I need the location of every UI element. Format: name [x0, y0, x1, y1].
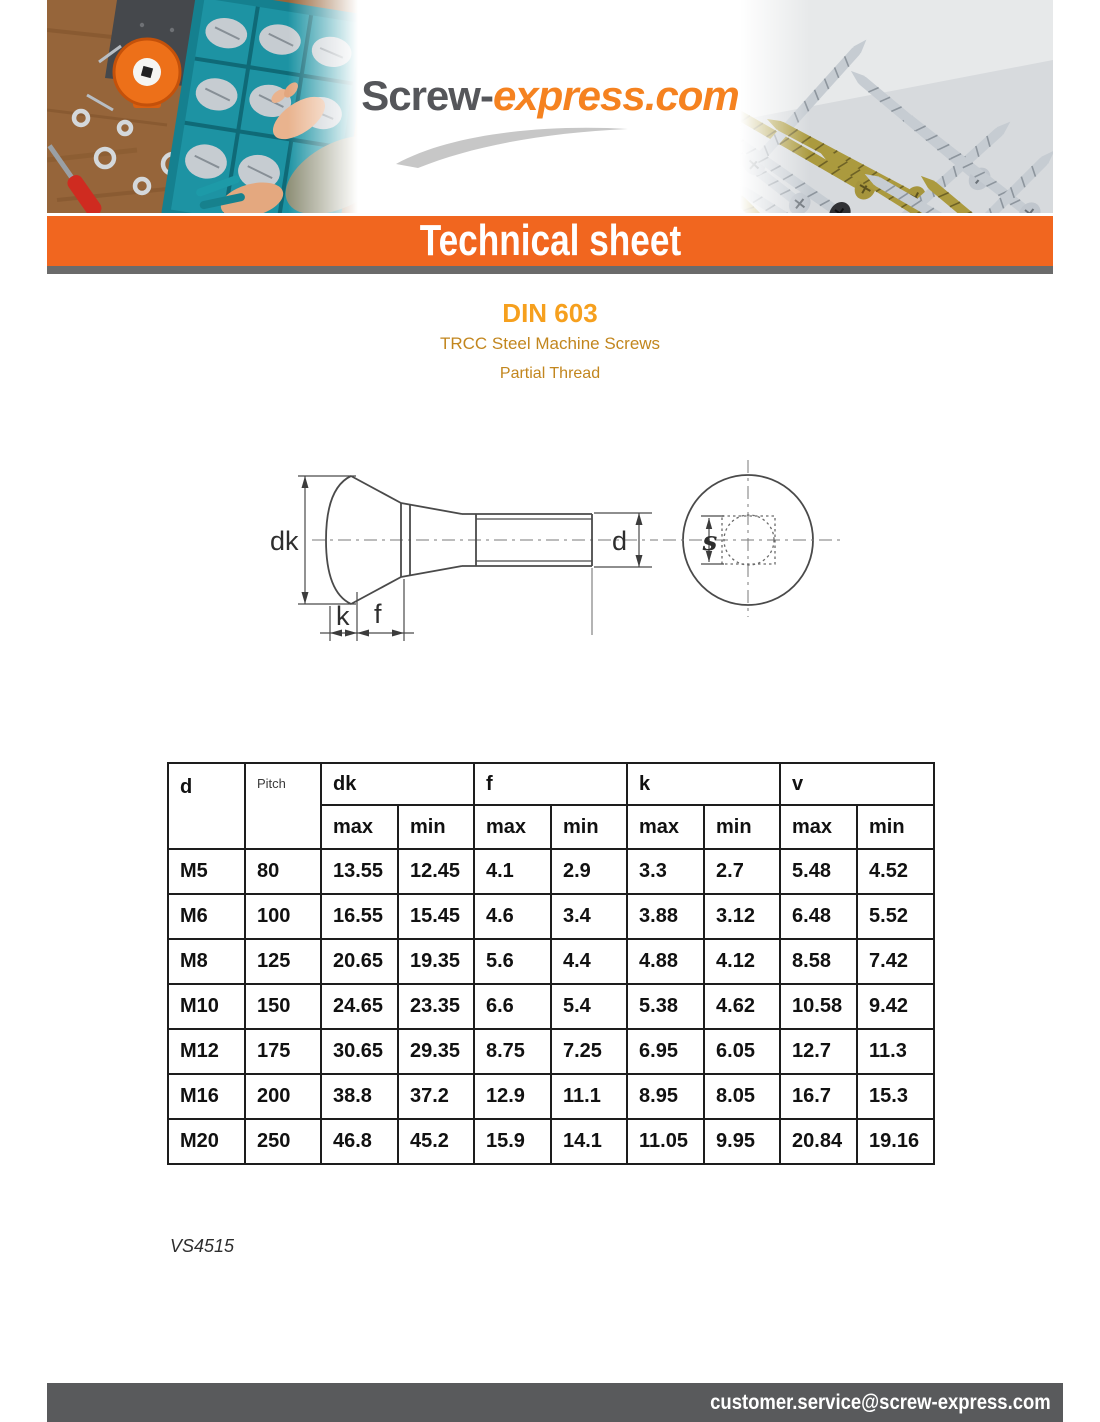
value-cell: 200 — [245, 1074, 321, 1119]
size-cell: M12 — [168, 1029, 245, 1074]
value-cell: 5.6 — [474, 939, 551, 984]
value-cell: 45.2 — [398, 1119, 474, 1164]
col-header-dk: dk — [321, 763, 474, 805]
col-header-pitch: Pitch — [245, 763, 321, 849]
value-cell: 12.9 — [474, 1074, 551, 1119]
value-cell: 23.35 — [398, 984, 474, 1029]
value-cell: 5.52 — [857, 894, 934, 939]
technical-sheet-banner — [47, 216, 1053, 266]
size-cell: M10 — [168, 984, 245, 1029]
dim-label-dk: dk — [270, 526, 299, 556]
table-row — [168, 894, 934, 939]
workbench-photo — [47, 0, 358, 213]
value-cell: 6.6 — [474, 984, 551, 1029]
value-cell: 29.35 — [398, 1029, 474, 1074]
value-cell: 12.7 — [780, 1029, 857, 1074]
value-cell: 175 — [245, 1029, 321, 1074]
value-cell: 11.1 — [551, 1074, 627, 1119]
value-cell: 38.8 — [321, 1074, 398, 1119]
subheader-max: max — [780, 805, 857, 849]
value-cell: 14.1 — [551, 1119, 627, 1164]
thread-subtitle: Partial Thread — [499, 365, 601, 382]
value-cell: 4.4 — [551, 939, 627, 984]
table-row — [168, 1074, 934, 1119]
subheader-max: max — [321, 805, 398, 849]
value-cell: 4.1 — [474, 849, 551, 894]
col-header-f: f — [474, 763, 627, 805]
subheader-max: max — [627, 805, 704, 849]
value-cell: 20.84 — [780, 1119, 857, 1164]
dim-label-k: k — [336, 601, 350, 631]
table-row — [168, 1029, 934, 1074]
value-cell: 6.48 — [780, 894, 857, 939]
brand-logo — [360, 72, 740, 120]
value-cell: 4.52 — [857, 849, 934, 894]
dim-label-f: f — [374, 599, 382, 629]
size-cell: M16 — [168, 1074, 245, 1119]
value-cell: 3.4 — [551, 894, 627, 939]
value-cell: 8.58 — [780, 939, 857, 984]
value-cell: 12.45 — [398, 849, 474, 894]
value-cell: 5.38 — [627, 984, 704, 1029]
banner-title: Technical sheet — [419, 216, 681, 265]
footer-email-link[interactable]: customer.service@screw-express.com — [710, 1390, 1051, 1414]
size-cell: M8 — [168, 939, 245, 984]
value-cell: 5.48 — [780, 849, 857, 894]
logo-swoosh-icon — [388, 118, 648, 170]
value-cell: 3.3 — [627, 849, 704, 894]
banner-underline — [47, 266, 1053, 274]
bolt-drawing-svg — [260, 445, 860, 665]
value-cell: 46.8 — [321, 1119, 398, 1164]
table-row — [168, 984, 934, 1029]
value-cell: 16.55 — [321, 894, 398, 939]
value-cell: 13.55 — [321, 849, 398, 894]
bolt-technical-drawing — [260, 445, 860, 665]
value-cell: 3.12 — [704, 894, 780, 939]
value-cell: 11.05 — [627, 1119, 704, 1164]
value-cell: 15.9 — [474, 1119, 551, 1164]
dim-label-d: d — [612, 526, 628, 556]
col-header-k: k — [627, 763, 780, 805]
subheader-min: min — [551, 805, 627, 849]
value-cell: 8.05 — [704, 1074, 780, 1119]
value-cell: 9.95 — [704, 1119, 780, 1164]
value-cell: 6.95 — [627, 1029, 704, 1074]
subheader-min: min — [857, 805, 934, 849]
spec-table — [167, 762, 935, 1165]
value-cell: 15.3 — [857, 1074, 934, 1119]
value-cell: 150 — [245, 984, 321, 1029]
brand-logo-secondary: express.com — [492, 72, 739, 119]
value-cell: 24.65 — [321, 984, 398, 1029]
value-cell: 7.25 — [551, 1029, 627, 1074]
size-cell: M5 — [168, 849, 245, 894]
value-cell: 7.42 — [857, 939, 934, 984]
value-cell: 9.42 — [857, 984, 934, 1029]
value-cell: 2.7 — [704, 849, 780, 894]
product-title: TRCC Steel Machine Screws — [439, 334, 661, 353]
col-header-v: v — [780, 763, 934, 805]
value-cell: 2.9 — [551, 849, 627, 894]
spec-table-container — [167, 762, 935, 1165]
document-code: VS4515 — [170, 1236, 235, 1256]
value-cell: 30.65 — [321, 1029, 398, 1074]
size-cell: M20 — [168, 1119, 245, 1164]
table-row — [168, 849, 934, 894]
value-cell: 37.2 — [398, 1074, 474, 1119]
brand-logo-primary: Screw- — [361, 72, 493, 119]
size-cell: M6 — [168, 894, 245, 939]
value-cell: 250 — [245, 1119, 321, 1164]
value-cell: 8.95 — [627, 1074, 704, 1119]
value-cell: 80 — [245, 849, 321, 894]
value-cell: 125 — [245, 939, 321, 984]
value-cell: 3.88 — [627, 894, 704, 939]
subheader-min: min — [704, 805, 780, 849]
value-cell: 4.62 — [704, 984, 780, 1029]
value-cell: 16.7 — [780, 1074, 857, 1119]
table-row — [168, 1119, 934, 1164]
photo-fade — [740, 0, 810, 213]
value-cell: 4.12 — [704, 939, 780, 984]
value-cell: 11.3 — [857, 1029, 934, 1074]
standard-title: DIN 603 — [502, 298, 598, 328]
value-cell: 19.16 — [857, 1119, 934, 1164]
table-row — [168, 939, 934, 984]
screws-pile-photo — [740, 0, 1053, 213]
value-cell: 4.6 — [474, 894, 551, 939]
subheader-min: min — [398, 805, 474, 849]
value-cell: 8.75 — [474, 1029, 551, 1074]
dim-label-s: s — [702, 527, 718, 557]
footer-bar — [47, 1383, 1063, 1422]
subheader-max: max — [474, 805, 551, 849]
value-cell: 20.65 — [321, 939, 398, 984]
photo-fade — [288, 0, 358, 213]
spec-table-body — [168, 849, 934, 1164]
col-header-d: d — [168, 763, 245, 849]
value-cell: 10.58 — [780, 984, 857, 1029]
value-cell: 100 — [245, 894, 321, 939]
value-cell: 6.05 — [704, 1029, 780, 1074]
value-cell: 15.45 — [398, 894, 474, 939]
value-cell: 4.88 — [627, 939, 704, 984]
value-cell: 19.35 — [398, 939, 474, 984]
value-cell: 5.4 — [551, 984, 627, 1029]
